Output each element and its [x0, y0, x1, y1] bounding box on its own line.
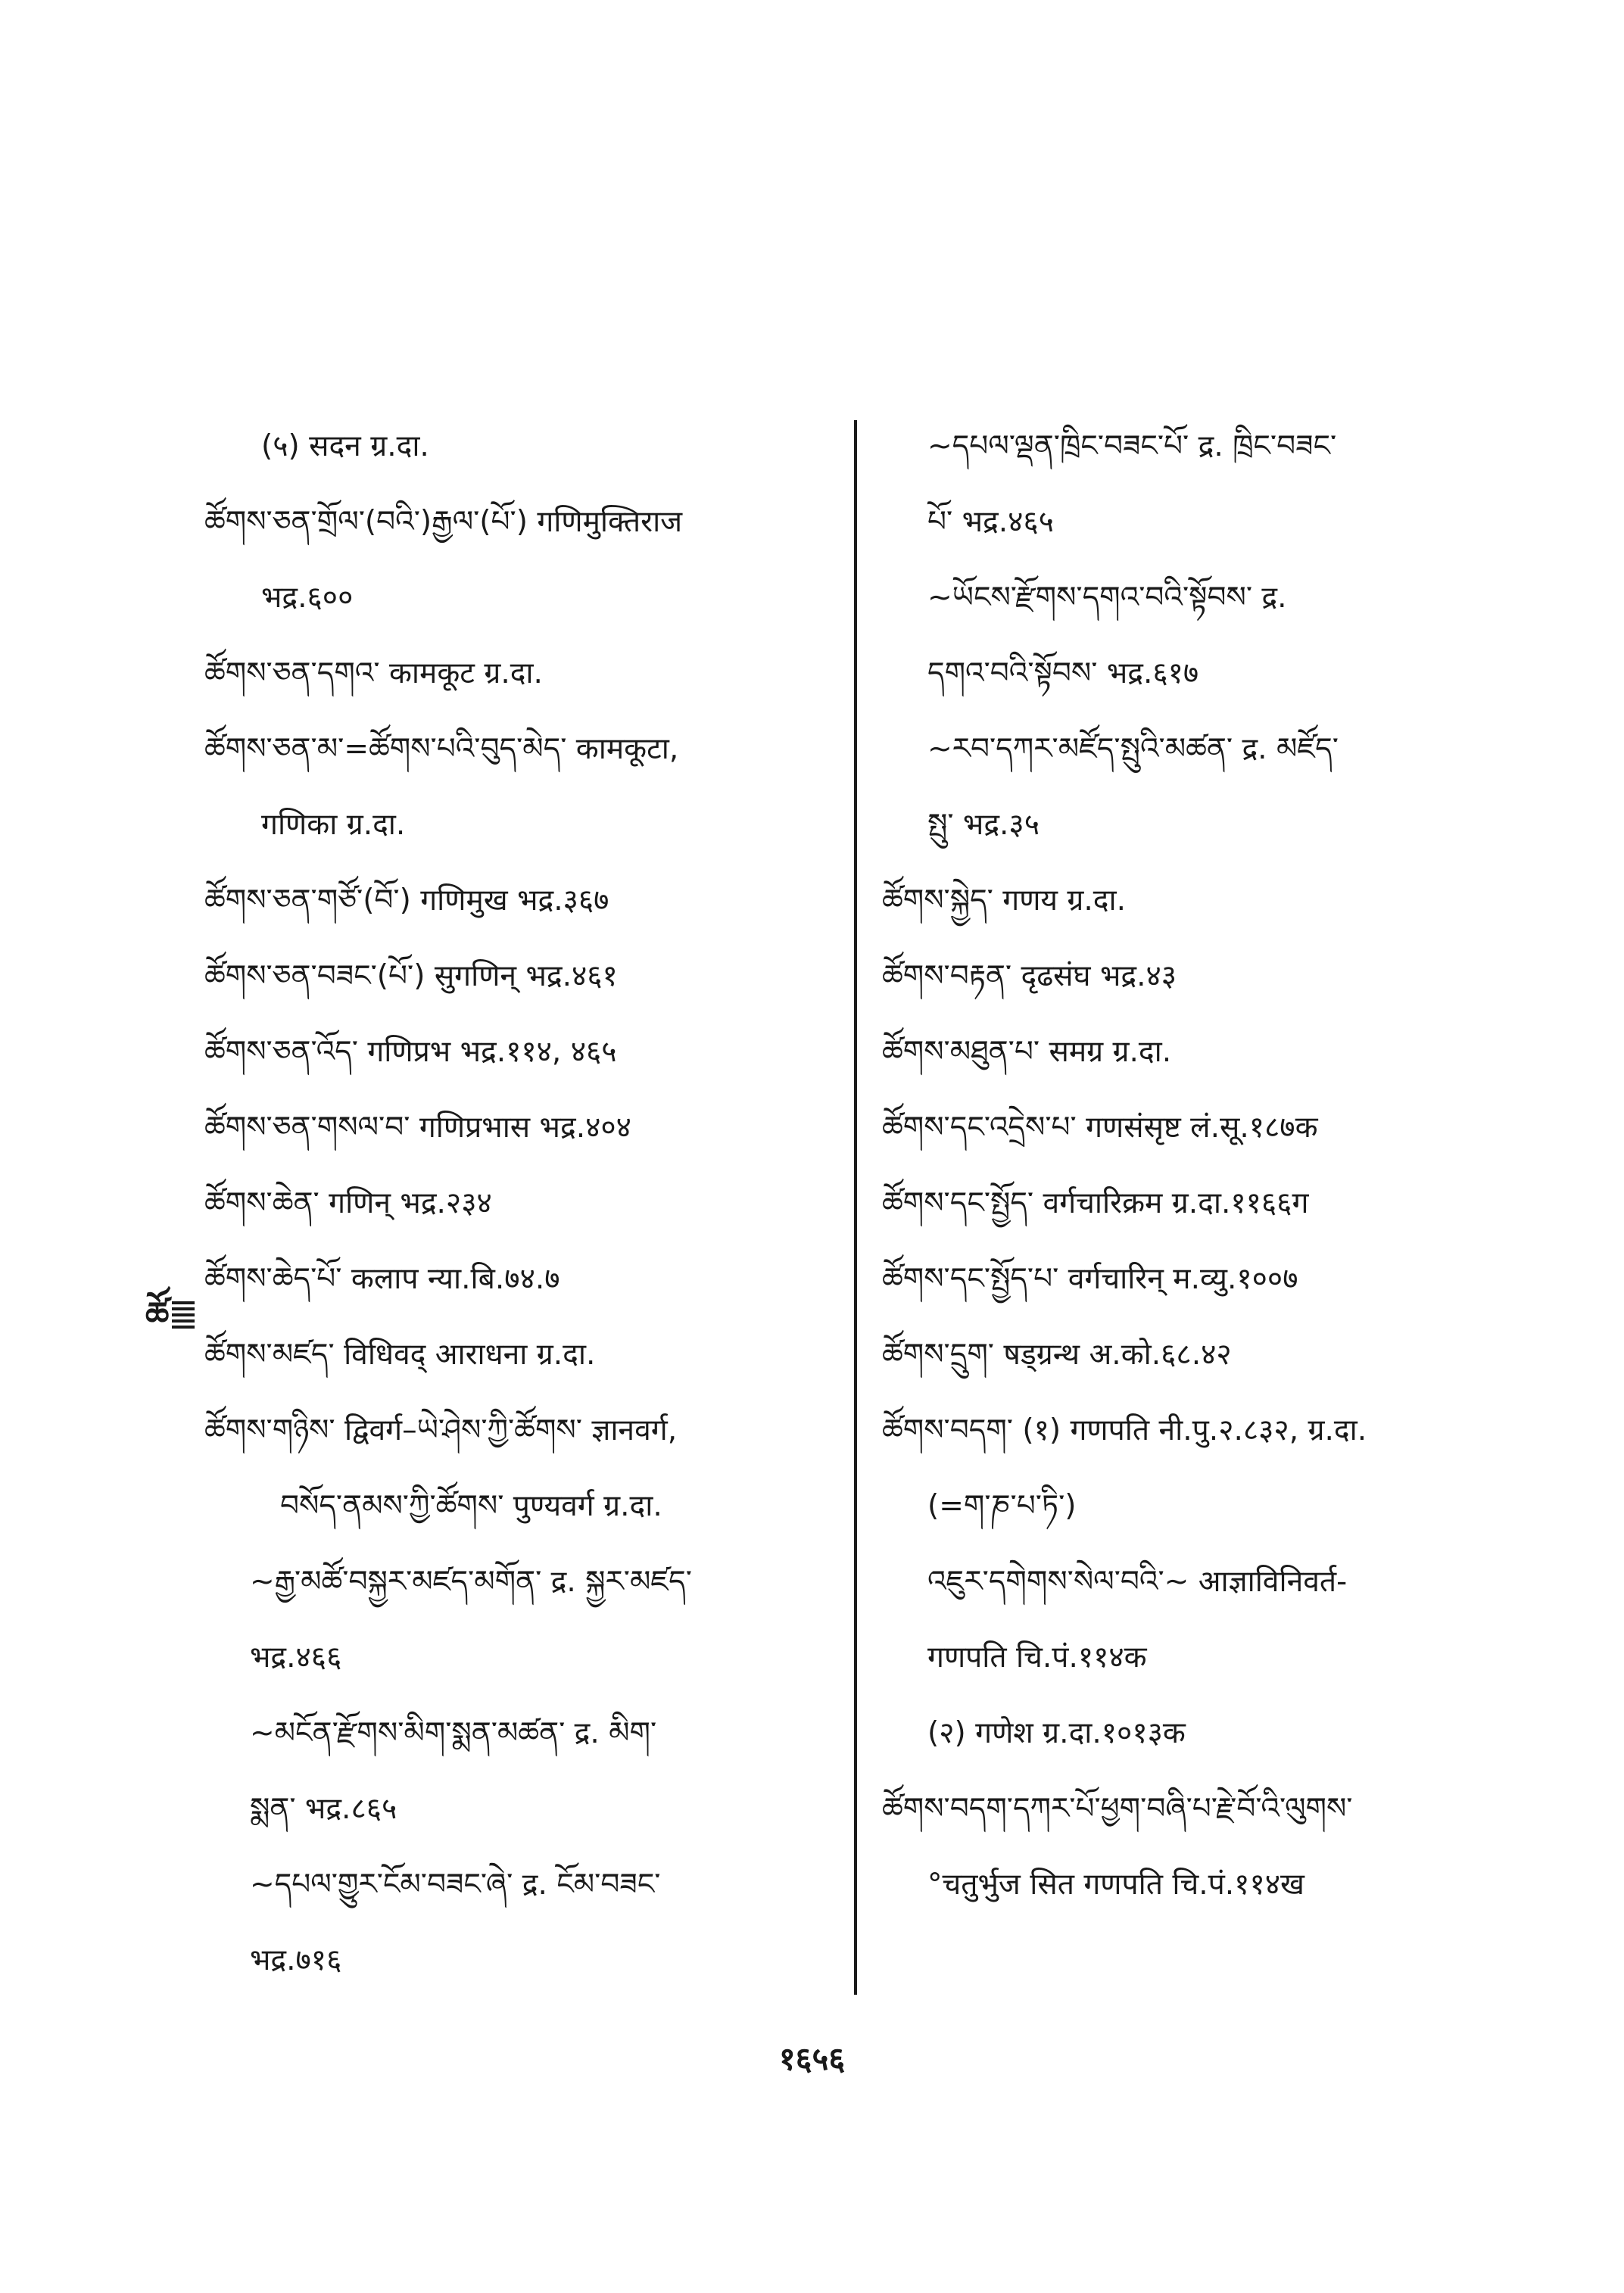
entry-line: (५) सदन ग्र.दा. — [261, 429, 429, 463]
entry-line: ཚོགས་ཆེད་པོ་ कलाप न्या.बि.७४.७ — [204, 1262, 560, 1296]
entry-line: དགའ་བའི་སྟོབས་ भद्र.६१७ — [927, 656, 1199, 690]
entry-line: ཚོགས་བརྟན་ दृढसंघ भद्र.४३ — [882, 959, 1177, 993]
right-column — [882, 409, 1495, 1923]
entry-line: भद्र.४६६ — [250, 1640, 342, 1675]
entry-line: ཚོགས་བདག་དཀར་པོ་ཕྱག་བཞི་པ་རྗེ་བོ་འི་ལུགས་ — [882, 1792, 1353, 1826]
margin-index-mark — [145, 1296, 195, 1334]
entry-line: भद्र.६०० — [261, 581, 354, 615]
entry-line: ཚོགས་གཉིས་ द्विवर्ग–ཡེ་ཤེས་ཀྱི་ཚོགས་ ज्ञानवर्ग, — [204, 1413, 678, 1447]
entry-line: ཚོགས་དྲུག་ षड्ग्रन्थ अ.को.६८.४२ — [882, 1338, 1232, 1372]
entry-line: ཚོགས་ཅན་གཙོ་(བོ་) गणिमुख भद्र.३६७ — [204, 883, 609, 918]
entry-line: ཚོགས་ཅན་མ་=ཚོགས་པའི་བུད་མེད་ कामकूटा, — [204, 732, 679, 766]
entry-line: སྤུ་ भद्र.३५ — [927, 808, 1040, 842]
entry-line: ~རྒྱ་མཚོ་བསྐྱར་མཛད་མགོན་ द्र. སྐྱར་མཛད་ — [250, 1565, 692, 1599]
entry-line: བསོད་ནམས་ཀྱི་ཚོགས་ पुण्यवर्ग ग्र.दा. — [280, 1489, 662, 1523]
entry-line: སྨན་ भद्र.८६५ — [250, 1792, 397, 1826]
entry-line: ཚོགས་ཅན་བཟང་(པོ་) सुगणिन् भद्र.४६१ — [204, 959, 618, 993]
entry-line: ཚོགས་མཛད་ विधिवद् आराधना ग्र.दा. — [204, 1338, 596, 1372]
entry-line: ~མངོན་རྫོགས་མིག་སྨན་མཚན་ द्र. མིག་ — [250, 1716, 657, 1750]
entry-line: ཚོགས་ཅན་གྲོལ་(བའི་)རྒྱལ་(པོ་) गणिमुक्तिराज — [204, 505, 683, 539]
entry-line: गणपति चि.पं.११४क — [927, 1640, 1147, 1675]
entry-line: भद्र.७१६ — [250, 1943, 342, 1977]
index-bars-icon — [172, 1301, 195, 1332]
entry-line: गणिका ग्र.दा. — [261, 808, 406, 842]
entry-line: ~ཡོངས་རྫོགས་དགའ་བའི་སྟོབས་ द्र. — [927, 581, 1287, 615]
entry-line: (=ག་ཎ་པ་ཏི་) — [927, 1489, 1077, 1523]
entry-line: (२) गणेश ग्र.दा.१०१३क — [927, 1716, 1186, 1750]
entry-line: ཚོགས་སྐྱེད་ गणय ग्र.दा. — [882, 883, 1127, 918]
entry-line: ཚོགས་མཐུན་པ་ समग्र ग्र.दा. — [882, 1035, 1172, 1069]
entry-line: ཚོགས་བདག་ (१) गणपति नी.पु.२.८३२, ग्र.दा. — [882, 1413, 1367, 1447]
page-number: १६५६ — [778, 2040, 846, 2077]
entry-line: འཇུར་དགེགས་སེལ་བའི་~ आज्ञाविनिवर्त- — [927, 1565, 1348, 1599]
entry-line: ཚོགས་ཅན་དགའ་ कामकूट ग्र.दा. — [204, 656, 543, 690]
entry-line: ~དཔལ་གྱུར་ངོམ་བཟང་ཞེ་ द्र. ངོམ་བཟང་ — [250, 1868, 661, 1902]
left-column — [204, 409, 833, 1999]
entry-line: ཚོགས་ཅན་གསལ་བ་ गणिप्रभास भद्र.४०४ — [204, 1111, 631, 1145]
entry-line: ཚོགས་དང་སྤྱོད་པ་ वर्गचारिन् म.व्यु.१००७ — [882, 1262, 1298, 1296]
entry-line: ཚོགས་ཆེན་ गणिन् भद्र.२३४ — [204, 1186, 492, 1220]
entry-line: ~རབ་དཀར་མཛོད་སྤུའི་མཚན་ द्र. མཛོད་ — [927, 732, 1339, 766]
entry-line: ~དཔལ་ལྡན་ཁྲིང་བཟང་པོ་ द्र. ཁྲིང་བཟང་ — [927, 429, 1337, 463]
entry-line: ཚོགས་དང་སྤྱོད་ वर्गचारिक्रम ग्र.दा.११६६ग — [882, 1186, 1309, 1220]
entry-line: ཚོགས་ཅན་འོད་ गणिप्रभ भद्र.११४, ४६५ — [204, 1035, 617, 1069]
margin-index-letter: ཚོ — [145, 1295, 170, 1334]
column-divider — [854, 420, 857, 1995]
entry-line: པོ་ भद्र.४६५ — [927, 505, 1054, 539]
entry-line: °चतुर्भुज सित गणपति चि.पं.११४ख — [927, 1868, 1304, 1902]
entry-line: ཚོགས་དང་འདྲེས་པ་ गणसंसृष्ट लं.सू.१८७क — [882, 1111, 1318, 1145]
